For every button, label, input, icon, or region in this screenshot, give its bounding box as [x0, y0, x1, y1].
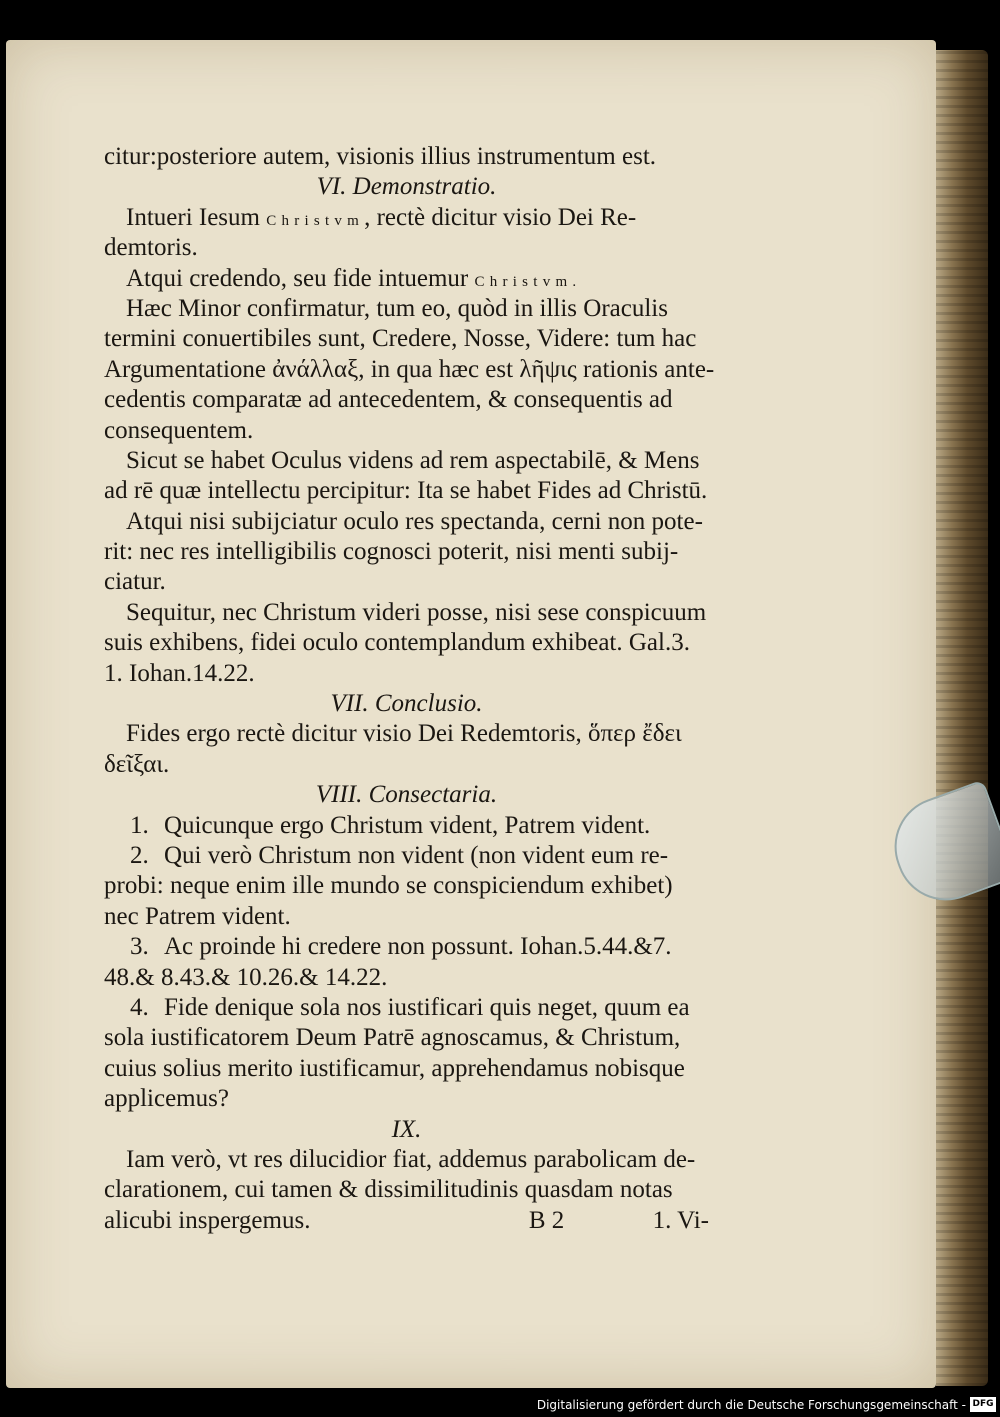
text-line: Atqui credendo, seu fide intuemur Christvm.: [126, 264, 582, 292]
text-line: nec Patrem vident.: [104, 902, 291, 930]
text-line: ciatur.: [104, 568, 166, 596]
text-line: ad rē quæ intellectu percipitur: Ita se habet Fides ad Christū.: [104, 477, 708, 505]
text-line: Iam verò, vt res dilucidior fiat, addemus parabolicam de-: [126, 1145, 696, 1173]
footer-credit: Digitalisierung gefördert durch die Deutsche Forschungsgemeinschaft -: [536, 1398, 966, 1412]
text-line: δεῖξαι.: [104, 750, 170, 778]
text-line: probi: neque enim ille mundo se conspiciendum exhibet): [104, 872, 673, 900]
dfg-logo: DFG: [970, 1397, 996, 1412]
item-number: 2.: [130, 841, 149, 869]
item-number: 3.: [130, 933, 149, 961]
text-line: consequentem.: [104, 416, 254, 444]
signature-mark: B 2: [528, 1206, 565, 1234]
item-number: 4.: [130, 993, 149, 1021]
text-line: termini conuertibiles sunt, Credere, Nosse, Videre: tum hac: [104, 325, 697, 353]
section-heading: VI. Demonstratio.: [316, 173, 497, 201]
section-heading: VIII. Consectaria.: [315, 781, 498, 809]
book-edge: [936, 50, 988, 1386]
footer-bar: [0, 1394, 1000, 1417]
text-line: Atqui nisi subijciatur oculo res spectanda, cerni non pote-: [126, 507, 703, 535]
text-line: Hæc Minor confirmatur, tum eo, quòd in illis Oraculis: [126, 294, 668, 322]
text-line: citur:posteriore autem, visionis illius instrumentum est.: [104, 143, 657, 170]
item-number: 1.: [130, 811, 149, 839]
text-line: suis exhibens, fidei oculo contemplandum exhibeat. Gal.3.: [104, 629, 690, 657]
catchword: 1. Vi-: [652, 1206, 709, 1234]
text-line: 1. Iohan.14.22.: [104, 659, 255, 687]
list-item: 3. Ac proinde hi credere non possunt. Iohan.5.44.&7.: [104, 932, 709, 962]
text-line: demtoris.: [104, 234, 198, 262]
text-line: sola iustificatorem Deum Patrē agnoscamus, & Christum,: [104, 1024, 681, 1052]
text-line: cuius solius merito iustificamur, apprehendamus nobisque: [104, 1054, 685, 1082]
text-line: clarationem, cui tamen & dissimilitudinis quasdam notas: [104, 1176, 673, 1204]
text-line: cedentis comparatæ ad antecedentem, & consequentis ad: [104, 386, 673, 414]
text-line: rit: nec res intelligibilis cognosci poterit, nisi menti subij-: [104, 538, 679, 566]
last-line: alicubi inspergemus. B 2 1. Vi-: [104, 1206, 709, 1236]
list-item: 4. Fide denique sola nos iustificari quis neget, quum ea: [104, 993, 709, 1023]
text-line: Sicut se habet Oculus videns ad rem aspectabilē, & Mens: [126, 446, 700, 474]
list-item: 2. Qui verò Christum non vident (non vident eum re-: [104, 841, 709, 871]
section-heading: IX.: [391, 1115, 422, 1143]
list-item: 1. Quicunque ergo Christum vident, Patrem vident.: [104, 811, 709, 841]
text-line: Argumentatione ἀνάλλαξ, in qua hæc est λῆψις rationis ante-: [104, 355, 715, 383]
text-line: 48.& 8.43.& 10.26.& 14.22.: [104, 963, 388, 991]
section-heading: VII. Conclusio.: [330, 690, 483, 718]
page-text: [104, 142, 715, 1236]
text-line: applicemus?: [104, 1085, 229, 1113]
text-line: Sequitur, nec Christum videri posse, nisi sese conspicuum: [126, 598, 707, 626]
text-line: Intueri Iesum Christvm, rectè dicitur visio Dei Re-: [126, 203, 637, 231]
text-line: Fides ergo rectè dicitur visio Dei Redemtoris, ὅπερ ἔδει: [126, 720, 682, 748]
